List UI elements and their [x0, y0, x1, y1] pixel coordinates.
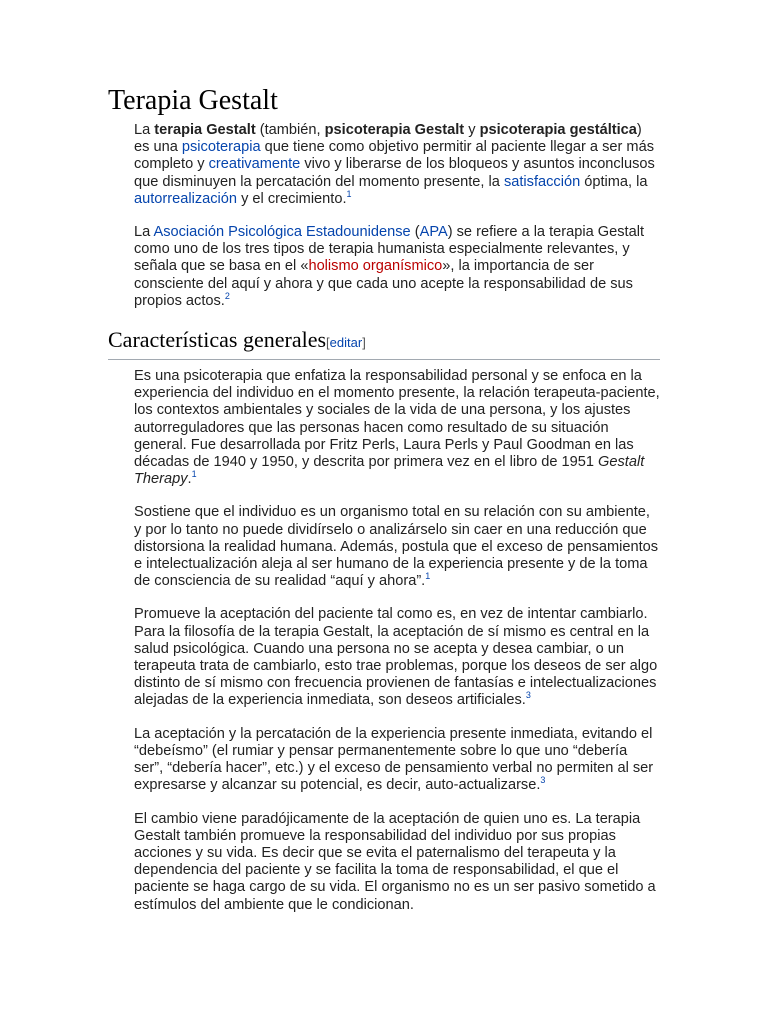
text-run: (también, — [255, 122, 325, 138]
text-run: que tiene como objetivo permitir al paciente llegar a ser más completo y — [134, 139, 654, 173]
text-run: Sostiene que el individuo es un organismo total en su relación con su ambiente, y por lo tanto no puede dividírselo o analizárselo sin caer en una reducción que distorsiona la realidad humana. Además, postula que el exceso de pensamientos e intelectualización aleja al ser humano de la experiencia presente y de la toma de consciencia de su realidad “aquí y ahora”. — [134, 504, 659, 590]
text-run: ( — [410, 224, 420, 241]
bracket: ] — [362, 335, 366, 351]
section-paragraph-5 — [134, 811, 660, 914]
reference-link[interactable]: 1 — [346, 188, 352, 199]
article — [108, 84, 660, 930]
reference-link[interactable]: 2 — [224, 290, 230, 301]
link-apa[interactable]: APA — [419, 224, 448, 241]
bracket: [ — [326, 335, 330, 351]
text-run: óptima, la — [580, 173, 648, 190]
link-psicoterapia[interactable]: psicoterapia — [181, 139, 261, 156]
bold-term: psicoterapia Gestalt — [324, 122, 465, 138]
section-paragraph-3 — [134, 606, 660, 709]
section-paragraph-1 — [134, 368, 660, 488]
bold-term: psicoterapia gestáltica — [479, 122, 637, 138]
bold-term: terapia Gestalt — [154, 122, 256, 138]
text-run: y — [464, 122, 480, 138]
link-creativamente[interactable]: creativamente — [208, 156, 301, 173]
page-title: Terapia Gestalt — [108, 85, 278, 116]
section-paragraph-2 — [134, 504, 660, 590]
reference-link[interactable]: 1 — [191, 469, 197, 480]
link-holismo-organismico[interactable]: holismo organísmico — [308, 258, 443, 275]
section-paragraph-4 — [134, 726, 660, 795]
text-run: vivo y liberarse de los bloqueos y asuntos inconclusos que disminuyen la percatación del momento presente, la — [134, 156, 655, 190]
text-run: La — [134, 224, 154, 241]
reference-link[interactable]: 1 — [425, 571, 431, 582]
text-run: Es una psicoterapia que enfatiza la responsabilidad personal y se enfoca en la experiencia del individuo en el momento presente, la relación terapeuta-paciente, los contextos ambientales y sociales de la vida de una persona, y los ajustes autorreguladores que las personas hacen como resultado de su situación general. Fue desarrollada por Fritz Perls, Laura Perls y Paul Goodman en las décadas de 1940 y 1950, y descrita por primera vez en el libro de 1951 — [134, 368, 660, 471]
intro-paragraph-2 — [134, 224, 660, 310]
edit-section-link — [326, 335, 366, 350]
text-run: La aceptación y la percatación de la experiencia presente inmediata, evitando el “debeísmo” (el rumiar y pensar permanentemente sobre lo que uno “debería ser”, “debería hacer”, etc.) y el exceso de pensamiento verbal no permiten al ser expresarse y alcanzar su potencial, es decir, auto-actualizarse. — [134, 725, 654, 794]
edit-link[interactable]: editar — [329, 335, 363, 351]
link-autorrealizacion[interactable]: autorrealización — [134, 190, 238, 207]
text-run: ) es una — [134, 122, 642, 156]
intro-paragraph-1 — [134, 122, 660, 208]
text-run: La — [134, 122, 155, 138]
reference-link[interactable]: 3 — [540, 775, 546, 786]
article-body — [108, 122, 660, 310]
book-title: Gestalt Therapy — [134, 454, 645, 488]
text-run: Promueve la aceptación del paciente tal como es, en vez de intentar cambiarlo. Para la filosofía de la terapia Gestalt, la aceptación de sí mismo es central en la salud psicológica. Cuando una persona no se acepta y desea cambiar, o un terapeuta trata de cambiarlo, esto trae problemas, porque los deseos de ser algo distinto de sí mismo con frecuencia provienen de fantasías e intelectualizaciones alejadas de la experiencia inmediata, son deseos artificiales. — [134, 606, 658, 709]
text-run: El cambio viene paradójicamente de la aceptación de quien uno es. La terapia Gestalt también promueve la responsabilidad del individuo por sus propias acciones y su vida. Es decir que se evita el paternalismo del terapeuta y la dependencia del paciente y se facilita la toma de responsabilidad, el que el paciente se haga cargo de su vida. El organismo no es un ser pasivo sometido a estímulos del ambiente que le condicionan. — [134, 810, 656, 913]
section-title: Características generales — [108, 327, 327, 353]
section-body — [108, 368, 660, 914]
text-run: . — [187, 471, 192, 488]
link-satisfaccion[interactable]: satisfacción — [503, 173, 581, 190]
section-heading — [108, 326, 660, 360]
reference-link[interactable]: 3 — [525, 690, 531, 701]
text-run: ) se refiere a la terapia Gestalt como uno de los tres tipos de terapia humanista especialmente relevantes, y señala que se basa en el « — [134, 224, 645, 275]
text-run: », la importancia de ser consciente del aquí y ahora y que cada uno acepte la responsabilidad de sus propios actos. — [134, 258, 633, 309]
link-asociacion-psicologica[interactable]: Asociación Psicológica Estadounidense — [153, 224, 411, 241]
text-run: y el crecimiento. — [237, 190, 347, 207]
